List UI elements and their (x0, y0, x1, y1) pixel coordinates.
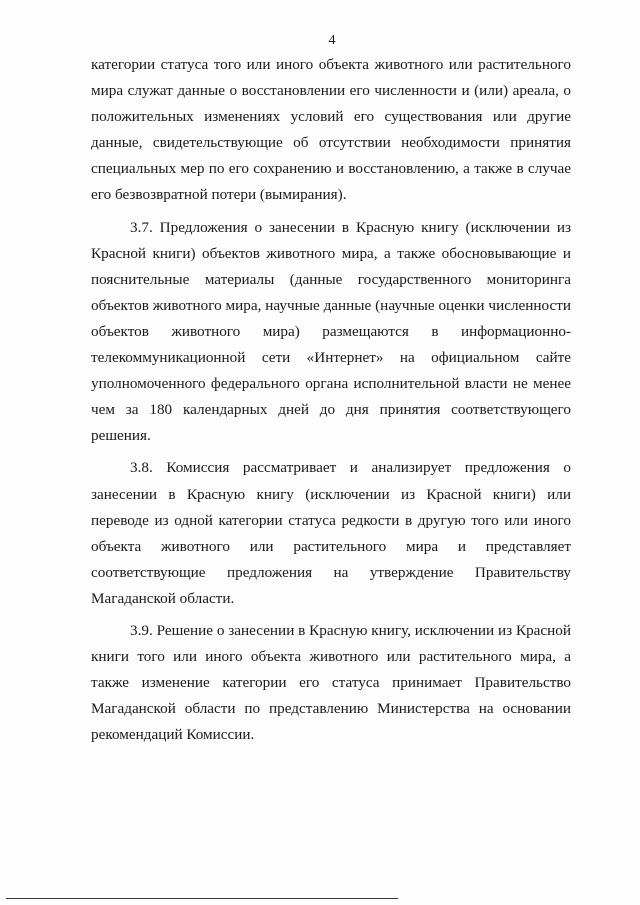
document-body (91, 52, 571, 748)
paragraph-continuation: категории статуса того или иного объекта животного или растительного мира служат данные о восстановлении его численности и (или) ареала, о положительных изменениях условий его существования или другие данные, свидетельствующие об отсутствии необходимости принятия специальных мер по его сохранению и восстановлению, а также в случае его безвозвратной потери (вымирания). (91, 56, 571, 204)
scan-edge-line (6, 898, 398, 899)
page-number: 4 (328, 33, 336, 48)
paragraph-3-7: 3.7. Предложения о занесении в Красную книгу (исключении из Красной книги) объектов животного мира, а также обосновывающие и пояснительные материалы (данные государственного мониторинга объектов животного мира, научные данные (научные оценки численности объектов животного мира) размещаются в информационно-телекоммуникационной сети «Интернет» на официальном сайте уполномоченного федерального органа исполнительной власти не менее чем за 180 календарных дней до дня принятия соответствующего решения. (91, 218, 571, 445)
paragraph-3-9: 3.9. Решение о занесении в Красную книгу, исключении из Красной книги того или иного объекта животного или растительного мира, а также изменение категории его статуса принимает Правительство Магаданской области по представлению Министерства на основании рекомендаций Комиссии. (91, 621, 571, 744)
paragraph-3-8: 3.8. Комиссия рассматривает и анализирует предложения о занесении в Красную книгу (исключении из Красной книги) или переводе из одной категории статуса редкости в другую того или иного объекта животного или растительного мира и представляет соответствующие предложения на утверждение Правительству Магаданской области. (91, 459, 571, 607)
